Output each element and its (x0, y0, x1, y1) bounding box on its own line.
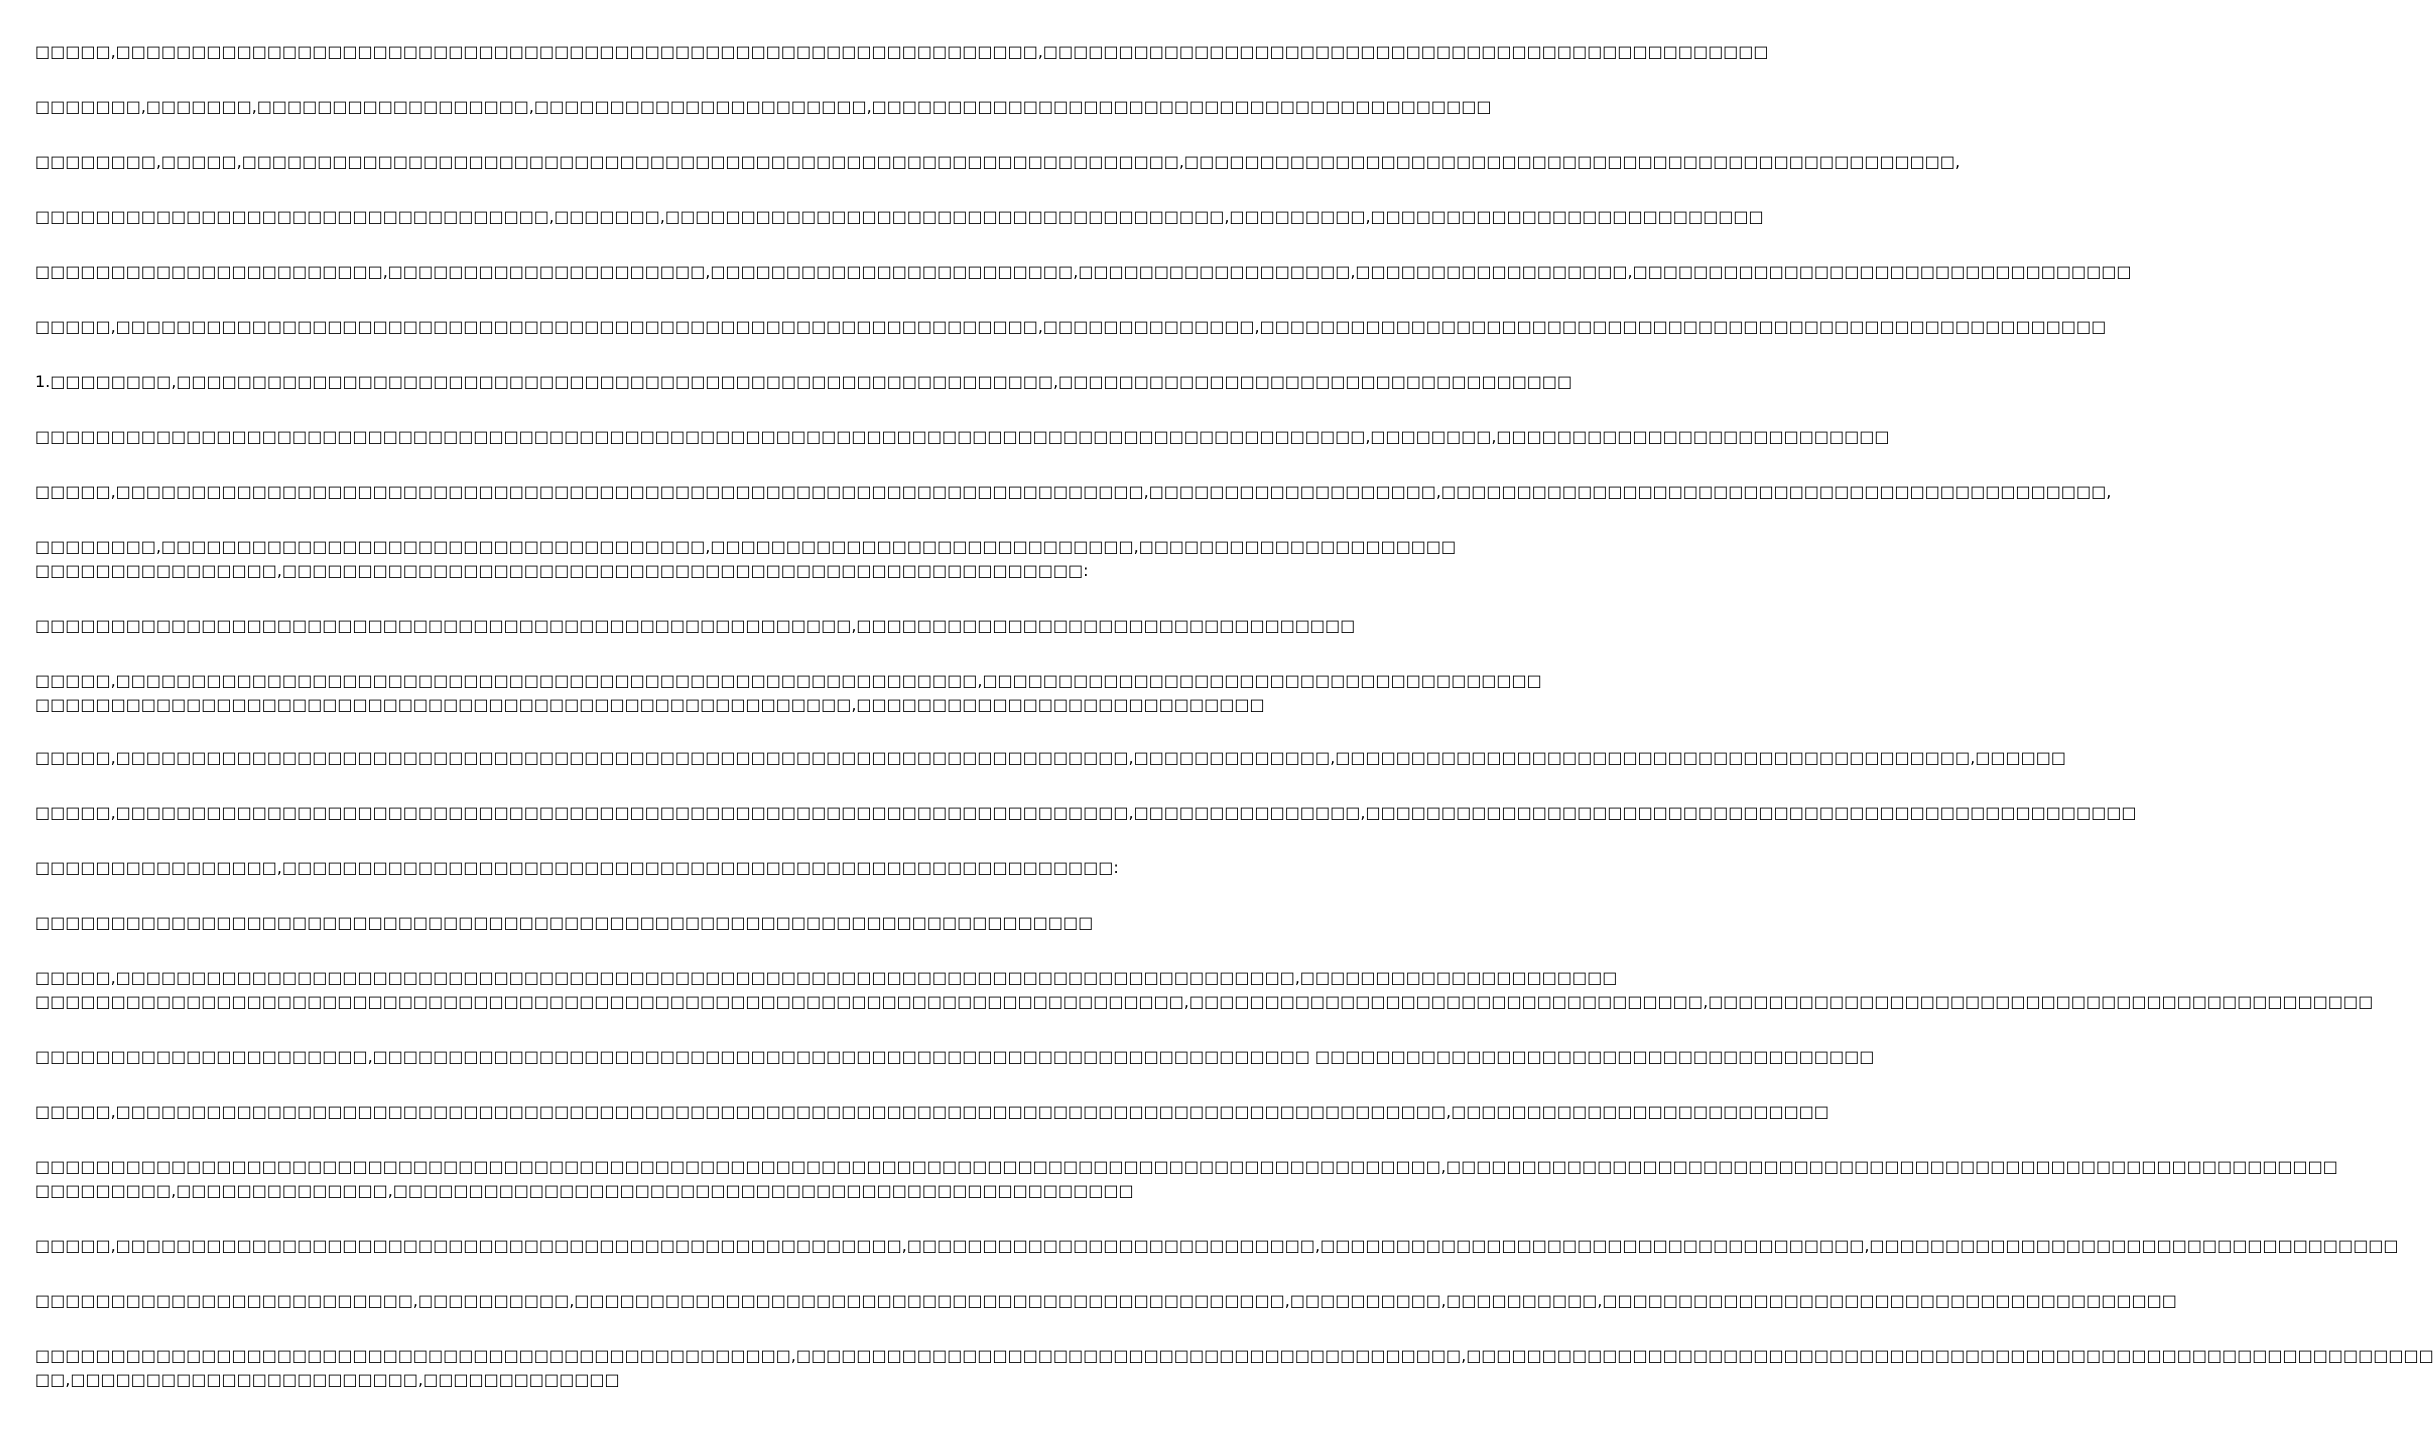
text-line: □□□□□□□□□□□□□□□□□□□□□□□□□□□□□□□□□□,□□□□□□□,□□□□□□□□□□□□□□□□□□□□□□□□□□□□□□□□□□□□□,□□□□□□□□□,□□□□□□□□□□□□□□□□□□□□□□□□□□ (35, 207, 1764, 226)
text-line: □□□□□□□□□,□□□□□□□□□□□□□□,□□□□□□□□□□□□□□□□□□□□□□□□□□□□□□□□□□□□□□□□□□□□□□□□□ (35, 1181, 1134, 1200)
text-line: □□□□□□□□□□□□□□□□,□□□□□□□□□□□□□□□□□□□□□□□□□□□□□□□□□□□□□□□□□□□□□□□□□□□□□: (35, 561, 1089, 580)
text-line: □□□□□□□□□□□□□□□□□□□□□□□□□□□□□□□□□□□□□□□□□□□□□□□□□□□□□□□□□□□□□□□□□□□□□□□□□□□□□□□□□□□□□□□□,□□□□□□□□,□□□□□□□□□□□□□□□□□□□□□□□□□□ (35, 427, 1890, 446)
text-line: □□□□□,□□□□□□□□□□□□□□□□□□□□□□□□□□□□□□□□□□□□□□□□□□□□□□□□□□□□□□□□□□□□□□□□□□□,□□□□□□□□□□□□□□□,□□□□□□□□□□□□□□□□□□□□□□□□□□□□□□□□□□□□□□□□□□□□□□□□□□□ (35, 803, 2137, 822)
text-line: □□□□□□□□□□□□□□□□□□□□□□□□□□□□□□□□□□□□□□□□□□□□□□□□□□□□□□□□□□□□□□□□□□□□□□□□□□□□□□□□□□□□□□□□□□□□□,□□□□□□□□□□□□□□□□□□□□□□□□□□□□□□□□□□□□□□□□□□□□□□□□□□□□□□□□□□□ (35, 1157, 2338, 1176)
document-body (35, 0, 2434, 1449)
text-line: □□□□□□□□□□□□□□□□□□□□□□,□□□□□□□□□□□□□□□□□□□□□□□□□□□□□□□□□□□□□□□□□□□□□□□□□□□□□□□□□□□□□□ □□□□□□□□□□□□□□□□□□□□□□□□□□□□□□□□□□□□□ (35, 1047, 1875, 1066)
text-line: □□□□□□□□□□□□□□□□□□□□□□□□□□□□□□□□□□□□□□□□□□□□□□□□□□□□□□,□□□□□□□□□□□□□□□□□□□□□□□□□□□□□□□□□ (35, 616, 1356, 635)
text-line: □□□□□,□□□□□□□□□□□□□□□□□□□□□□□□□□□□□□□□□□□□□□□□□□□□□□□□□□□□□□□□□□□□□,□□□□□□□□□□□□□□,□□□□□□□□□□□□□□□□□□□□□□□□□□□□□□□□□□□□□□□□□□□□□□□□□□□□□□□□ (35, 317, 2107, 336)
text-line: □□□□□,□□□□□□□□□□□□□□□□□□□□□□□□□□□□□□□□□□□□□□□□□□□□□□□□□□□□□□□□□□□□□□□□□□□□□□□□□□□□□□,□□□□□□□□□□□□□□□□□□□□□ (35, 968, 1618, 987)
text-line: □□□□□□□□□□□□□□□□□□□□□□□□□□□□□□□□□□□□□□□□□□□□□□□□□□□□□□□□□□□□□□□□□□□□□□ (35, 913, 1094, 932)
text-line: □□□□□□□□,□□□□□,□□□□□□□□□□□□□□□□□□□□□□□□□□□□□□□□□□□□□□□□□□□□□□□□□□□□□□□□□□□□□□,□□□□□□□□□□□□□□□□□□□□□□□□□□□□□□□□□□□□□□□□□□□□□□□□□□□, (35, 152, 1961, 171)
text-line: □□□□□,□□□□□□□□□□□□□□□□□□□□□□□□□□□□□□□□□□□□□□□□□□□□□□□□□□□□□□□□□□□□□,□□□□□□□□□□□□□□□□□□□□□□□□□□□□□□□□□□□□□□□□□□□□□□□□ (35, 42, 1769, 61)
text-line: 1.□□□□□□□□,□□□□□□□□□□□□□□□□□□□□□□□□□□□□□□□□□□□□□□□□□□□□□□□□□□□□□□□□□□,□□□□□□□□□□□□□□□□□□□□□□□□□□□□□□□□□□ (35, 372, 1573, 391)
text-line: □□□□□,□□□□□□□□□□□□□□□□□□□□□□□□□□□□□□□□□□□□□□□□□□□□□□□□□□□□□□□□□□□□□□□□□□□□□□□□□□□□□□□□□□□□□□□□,□□□□□□□□□□□□□□□□□□□□□□□□□ (35, 1102, 1829, 1121)
text-line: □□□□□□□,□□□□□□□,□□□□□□□□□□□□□□□□□□,□□□□□□□□□□□□□□□□□□□□□□,□□□□□□□□□□□□□□□□□□□□□□□□□□□□□□□□□□□□□□□□□ (35, 97, 1492, 116)
text-line: □□□□□,□□□□□□□□□□□□□□□□□□□□□□□□□□□□□□□□□□□□□□□□□□□□□□□□□□□□□□□□□□□□□□□□□□□,□□□□□□□□□□□□□,□□□□□□□□□□□□□□□□□□□□□□□□□□□□□□□□□□□□□□□□□□,□□□□□□ (35, 748, 2066, 767)
text-line: □□□□□□□□,□□□□□□□□□□□□□□□□□□□□□□□□□□□□□□□□□□□□,□□□□□□□□□□□□□□□□□□□□□□□□□□□□,□□□□□□□□□□□□□□□□□□□□□ (35, 537, 1457, 556)
text-line: □□□□□□□□□□□□□□□□□□□□□□□□□□□□□□□□□□□□□□□□□□□□□□□□□□□□□□,□□□□□□□□□□□□□□□□□□□□□□□□□□□ (35, 695, 1265, 714)
text-line: □□□□□,□□□□□□□□□□□□□□□□□□□□□□□□□□□□□□□□□□□□□□□□□□□□□□□□□□□□□□□□□,□□□□□□□□□□□□□□□□□□□□□□□□□□□□□□□□□□□□□ (35, 671, 1542, 690)
text-line: □□□□□□□□□□□□□□□□□□□□□□□□□□□□□□□□□□□□□□□□□□□□□□□□□□,□□□□□□□□□□□□□□□□□□□□□□□□□□□□□□□□□□□□□□□□□□□□,□□□□□□□□□□□□□□□□□□□□□□□□□□□□□□□□□□□□□□□□□□□□□□□□□□□□□□□□□□□□□□□□ (35, 1346, 2434, 1365)
text-line: □□□□□□□□□□□□□□□□□□□□□□□□□,□□□□□□□□□□,□□□□□□□□□□□□□□□□□□□□□□□□□□□□□□□□□□□□□□□□□□□□□□□,□□□□□□□□□□,□□□□□□□□□□,□□□□□□□□□□□□□□□□□□□□□□□□□□□□□□□□□□□□□□ (35, 1291, 2177, 1310)
text-line: □□□□□,□□□□□□□□□□□□□□□□□□□□□□□□□□□□□□□□□□□□□□□□□□□□□□□□□□□□□□□□□□□□□□□□□□□□,□□□□□□□□□□□□□□□□□□□,□□□□□□□□□□□□□□□□□□□□□□□□□□□□□□□□□□□□□□□□□□□□, (35, 482, 2112, 501)
text-line: □□□□□□□□□□□□□□□□□□□□□□□,□□□□□□□□□□□□□□□□□□□□□,□□□□□□□□□□□□□□□□□□□□□□□□,□□□□□□□□□□□□□□□□□□,□□□□□□□□□□□□□□□□□□,□□□□□□□□□□□□□□□□□□□□□□□□□□□□□□□□□ (35, 262, 2132, 281)
text-line: □□□□□□□□□□□□□□□□□□□□□□□□□□□□□□□□□□□□□□□□□□□□□□□□□□□□□□□□□□□□□□□□□□□□□□□□□□□□,□□□□□□□□□□□□□□□□□□□□□□□□□□□□□□□□□□,□□□□□□□□□□□□□□□□□□□□□□□□□□□□□□□□□□□□□□□□□□□□ (35, 992, 2374, 1011)
text-line: □□□□□,□□□□□□□□□□□□□□□□□□□□□□□□□□□□□□□□□□□□□□□□□□□□□□□□□□□□,□□□□□□□□□□□□□□□□□□□□□□□□□□□,□□□□□□□□□□□□□□□□□□□□□□□□□□□□□□□□□□□□,□□□□□□□□□□□□□□□□□□□□□□□□□□□□□□□□□□□ (35, 1236, 2399, 1255)
text-line: □□□□□□□□□□□□□□□□,□□□□□□□□□□□□□□□□□□□□□□□□□□□□□□□□□□□□□□□□□□□□□□□□□□□□□□□: (35, 858, 1119, 877)
text-line: □□,□□□□□□□□□□□□□□□□□□□□□□□,□□□□□□□□□□□□□ (35, 1370, 620, 1389)
